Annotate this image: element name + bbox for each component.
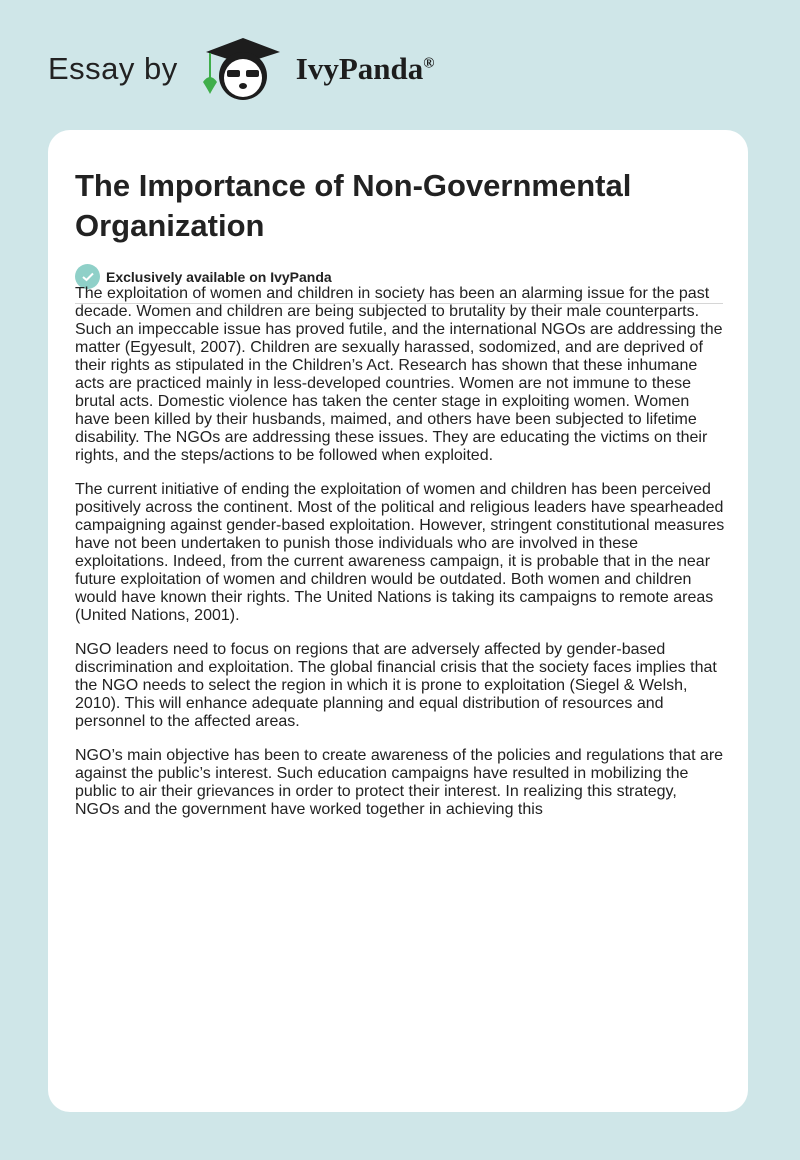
essay-by-label: Essay by xyxy=(48,51,178,86)
paragraph: NGO’s main objective has been to create awareness of the policies and regulations that are against the public’s interest. Such education campaigns have resulted in mobilizing the public to air their grievances in order to protect their interest. In realizing this strategy, NGOs and the government have worked together in achieving this xyxy=(75,747,724,818)
panda-logo-icon xyxy=(198,34,288,104)
site-header xyxy=(48,34,434,104)
badge-text: Exclusively available on IvyPanda xyxy=(106,268,332,285)
essay-card xyxy=(48,130,748,1112)
brand-name[interactable]: IvyPanda® xyxy=(295,51,435,86)
page-title: The Importance of Non-Governmental Organization xyxy=(75,168,632,243)
paragraph: NGO leaders need to focus on regions that are adversely affected by gender-based discrimination and exploitation. The global financial crisis that the society faces implies that the NGO needs to select the region in which it is prone to exploitation (Siegel & Welsh, 2010). This will enhance adequate planning and equal distribution of resources and personnel to the affected areas. xyxy=(75,641,717,730)
paragraph: The exploitation of women and children in society has been an alarming issue for the past decade. Women and children are being subjected to brutality by their male counterparts. Such an impeccable issue has proved futile, and the international NGOs are addressing the matter (Egyesult, 2007). Children are sexually harassed, sodomized, and are deprived of their rights as stipulated in the Children’s Act. Research has shown that these inhumane acts are practiced mainly in less-developed countries. Women are not immune to these brutal acts. Domestic violence has taken the center stage in exploiting women. Women have been killed by their husbands, maimed, and others have been subjected to lifetime disability. The NGOs are addressing these issues. They are educating the victims on their rights, and the steps/actions to be followed when exploited. xyxy=(75,285,723,464)
paragraph: The current initiative of ending the exploitation of women and children has been perceived positively across the continent. Most of the political and religious leaders have spearheaded campaigning against gender-based exploitation. However, stringent constitutional measures have not been undertaken to punish those individuals who are involved in these exploitations. Indeed, from the current awareness campaign, it is probable that in the near future exploitation of women and children would be outdated. Both women and children would have known their rights. The United Nations is taking its campaigns to remote areas (United Nations, 2001). xyxy=(75,481,725,624)
essay-body xyxy=(75,269,725,835)
